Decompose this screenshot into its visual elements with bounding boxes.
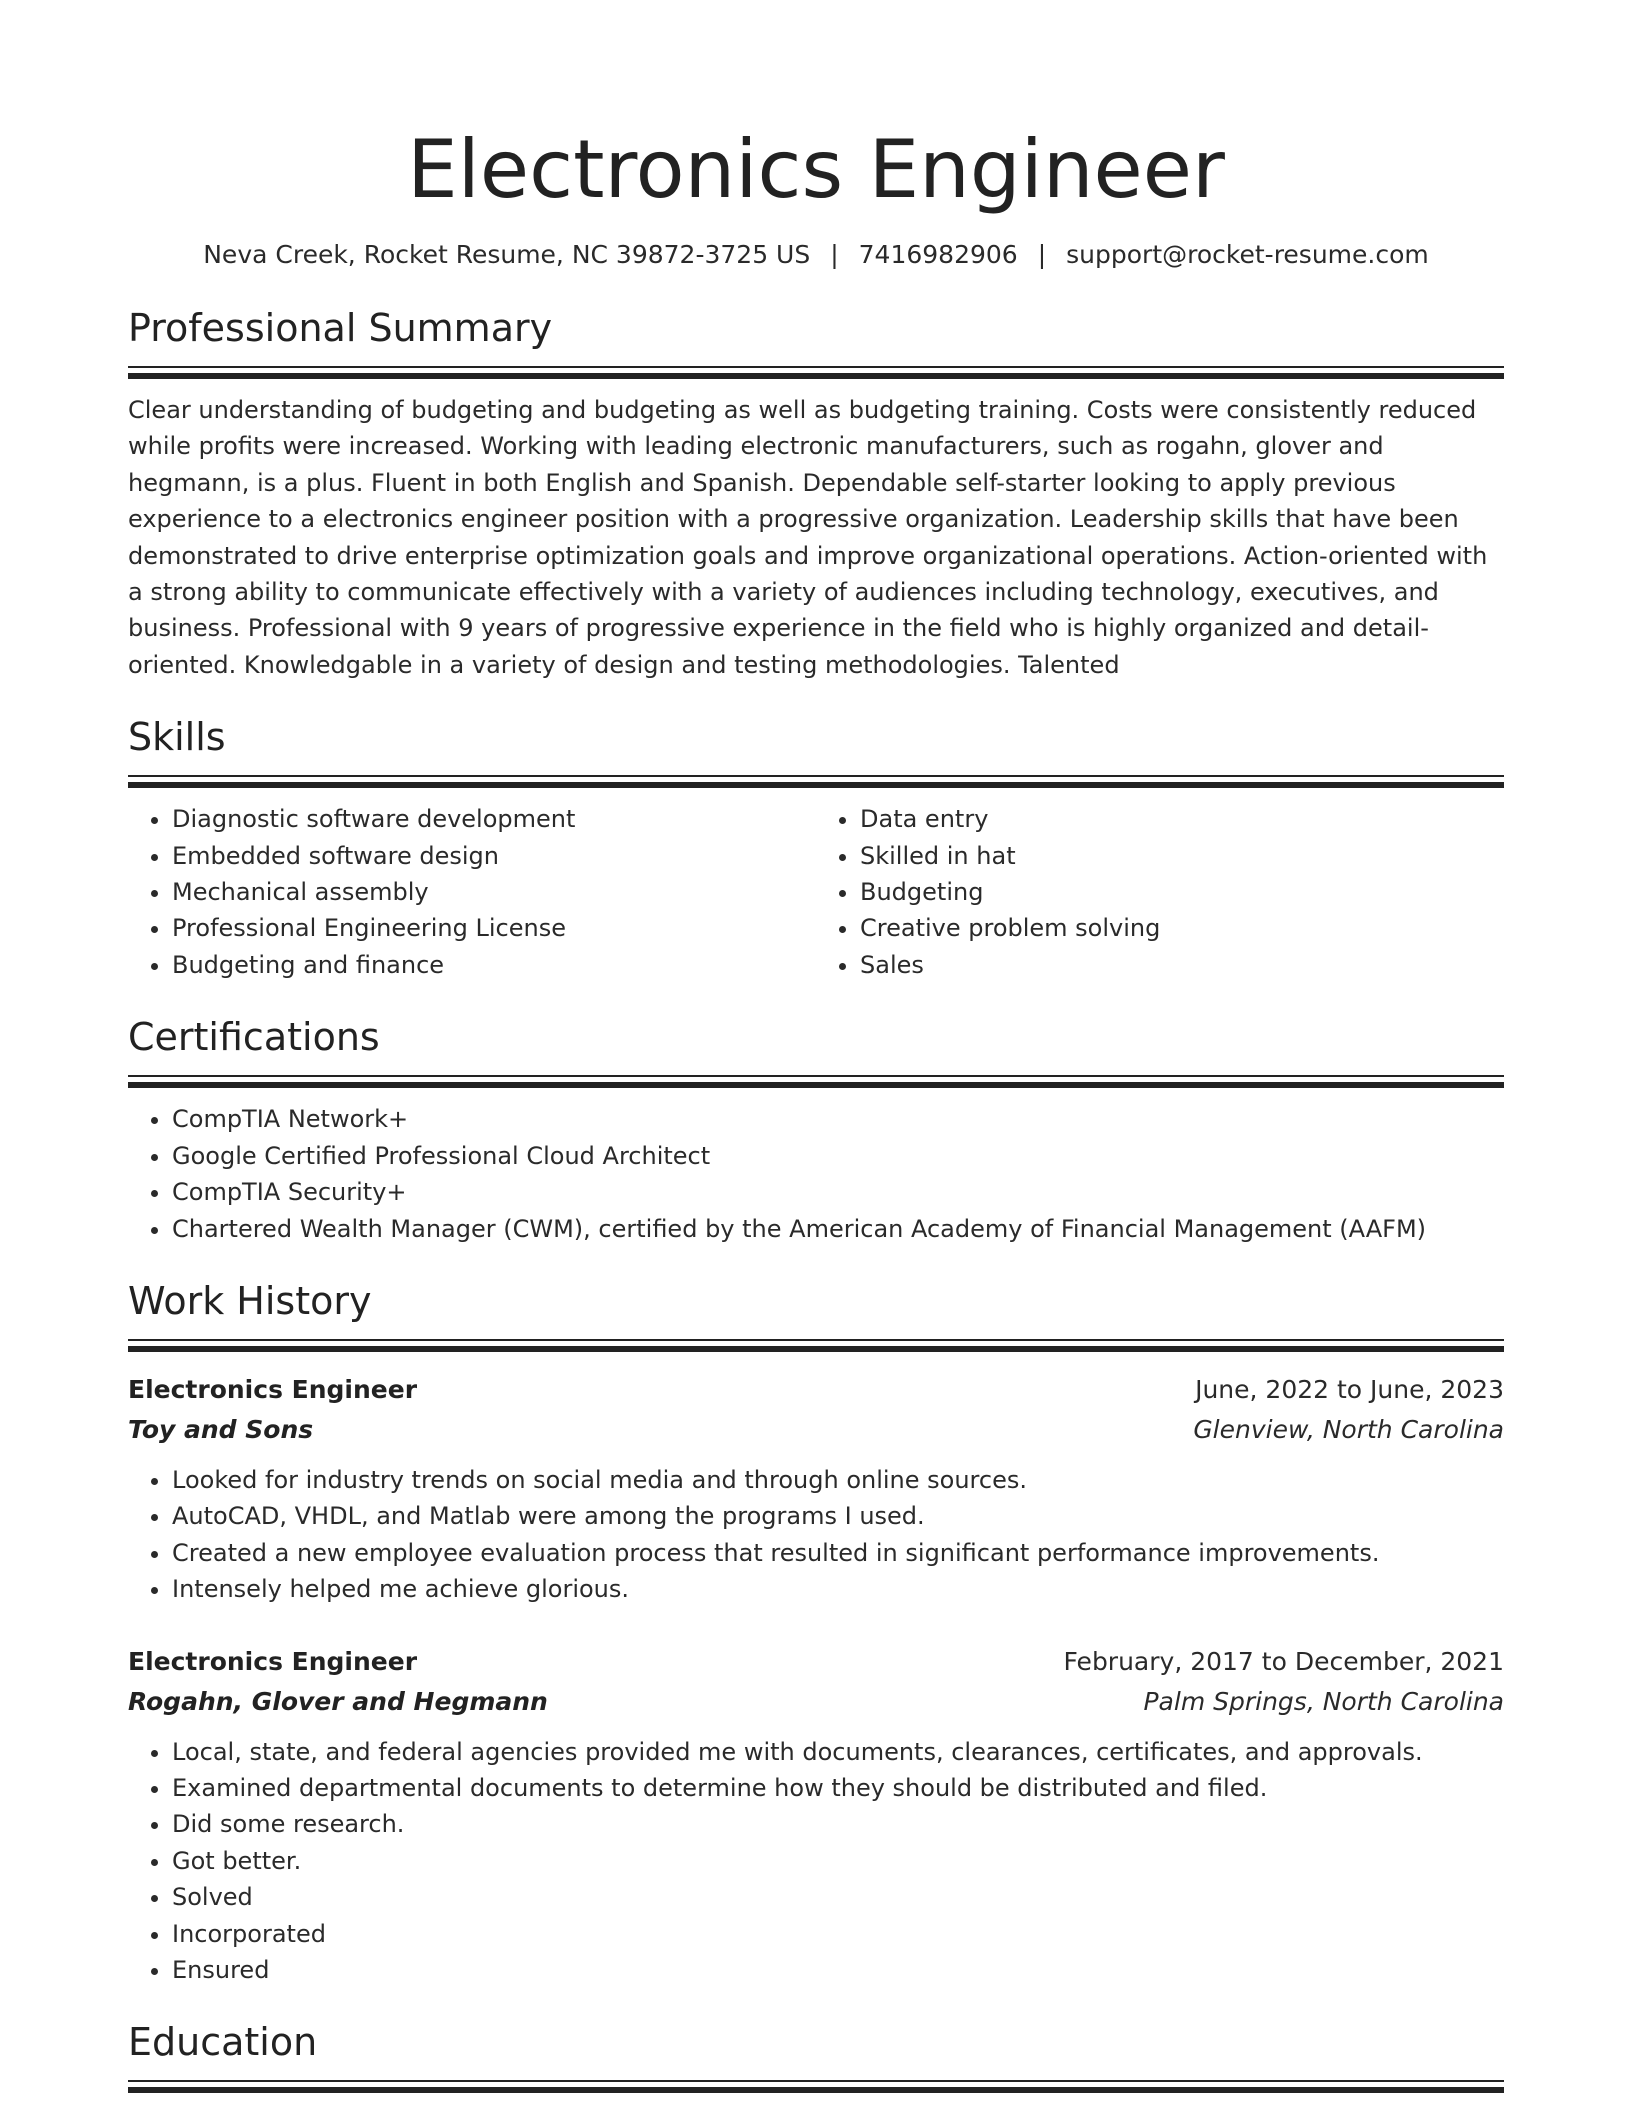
section-title-certifications: Certifications — [128, 1015, 380, 1060]
section-divider-thick — [128, 2087, 1504, 2093]
job-company: Toy and Sons — [128, 1414, 314, 1444]
section-skills — [128, 713, 1504, 983]
skill-item: • Embedded software design — [172, 838, 816, 874]
job-bullet-list — [128, 1462, 1504, 1608]
contact-phone: 7416982906 — [858, 240, 1018, 269]
certifications-list — [128, 1101, 1504, 1247]
skill-item: • Mechanical assembly — [172, 874, 816, 910]
job-entry — [128, 1642, 1504, 1989]
skills-list — [128, 801, 1504, 983]
section-divider — [128, 2080, 1504, 2082]
certification-item: • CompTIA Network+ — [172, 1101, 1504, 1137]
contact-email: support@rocket-resume.com — [1066, 240, 1429, 269]
job-header — [128, 1370, 1504, 1410]
job-subheader — [128, 1410, 1504, 1450]
skill-item: • Data entry — [860, 801, 1504, 837]
job-subheader — [128, 1682, 1504, 1722]
section-work-history — [128, 1277, 1504, 1988]
section-divider-thick — [128, 1082, 1504, 1088]
section-title-work-history: Work History — [128, 1278, 372, 1323]
job-bullet: • AutoCAD, VHDL, and Matlab were among the programs I used. — [172, 1498, 1504, 1534]
resume-name: Electronics Engineer — [407, 123, 1225, 216]
section-divider-thick — [128, 1346, 1504, 1352]
job-bullet: • Solved — [172, 1879, 1504, 1915]
skill-item: • Budgeting — [860, 874, 1504, 910]
certification-item: • CompTIA Security+ — [172, 1174, 1504, 1210]
skills-column-left — [128, 801, 816, 983]
section-divider — [128, 366, 1504, 368]
certification-item: • Google Certified Professional Cloud Architect — [172, 1138, 1504, 1174]
contact-address: Neva Creek, Rocket Resume, NC 39872-3725 US — [203, 240, 811, 269]
job-bullet: • Looked for industry trends on social media and through online sources. — [172, 1462, 1504, 1498]
job-bullet: • Ensured — [172, 1952, 1504, 1988]
summary-text: Clear understanding of budgeting and budgeting as well as budgeting training. Costs were consistently reduced while profits were increased. Working with leading electronic manufacturers, such as rogahn, glover and hegmann, is a plus. Fluent in both English and Spanish. Dependable self-starter looking to apply previous experience to a electronics engineer position with a progressive organization. Leadership skills that have been demonstrated to drive enterprise optimization goals and improve organizational operations. Action-oriented with a strong ability to communicate effectively with a variety of audiences including technology, executives, and business. Professional with 9 years of progressive experience in the field who is highly organized and detail-oriented. Knowledgable in a variety of design and testing methodologies. Talented — [128, 396, 1488, 679]
job-dates: February, 2017 to December, 2021 — [1063, 1646, 1504, 1676]
job-title: Electronics Engineer — [128, 1374, 418, 1404]
skill-item: • Budgeting and finance — [172, 947, 816, 983]
job-bullet: • Got better. — [172, 1843, 1504, 1879]
job-company: Rogahn, Glover and Hegmann — [128, 1686, 548, 1716]
job-bullet: • Created a new employee evaluation process that resulted in significant performance improvements. — [172, 1535, 1504, 1571]
section-title-summary: Professional Summary — [128, 306, 553, 350]
section-divider — [128, 775, 1504, 777]
job-location: Glenview, North Carolina — [1193, 1414, 1504, 1444]
skill-item: • Diagnostic software development — [172, 801, 816, 837]
section-education — [128, 2018, 1504, 2093]
job-bullet-list — [128, 1734, 1504, 1989]
job-bullet: • Did some research. — [172, 1806, 1504, 1842]
job-entry — [128, 1370, 1504, 1608]
job-bullet: • Local, state, and federal agencies provided me with documents, clearances, certificates, and approvals. — [172, 1734, 1504, 1770]
job-dates: June, 2022 to June, 2023 — [1195, 1374, 1504, 1404]
resume-page — [128, 0, 1504, 2093]
skill-item: • Sales — [860, 947, 1504, 983]
job-title: Electronics Engineer — [128, 1646, 418, 1676]
section-divider-thick — [128, 373, 1504, 379]
contact-separator: | — [830, 240, 839, 269]
section-title-education: Education — [128, 2020, 318, 2065]
skills-column-right — [816, 801, 1504, 983]
certification-item: • Chartered Wealth Manager (CWM), certified by the American Academy of Financial Management (AAFM) — [172, 1211, 1504, 1247]
job-location: Palm Springs, North Carolina — [1143, 1686, 1504, 1716]
section-divider — [128, 1339, 1504, 1341]
job-bullet: • Intensely helped me achieve glorious. — [172, 1571, 1504, 1607]
section-title-skills: Skills — [128, 715, 226, 760]
skill-item: • Skilled in hat — [860, 838, 1504, 874]
section-divider — [128, 1075, 1504, 1077]
job-header — [128, 1642, 1504, 1682]
section-certifications — [128, 1013, 1504, 1247]
skill-item: • Professional Engineering License — [172, 910, 816, 946]
section-divider-thick — [128, 782, 1504, 788]
contact-separator: | — [1037, 240, 1047, 269]
section-summary — [128, 304, 1504, 683]
contact-line — [128, 238, 1504, 272]
job-bullet: • Incorporated — [172, 1916, 1504, 1952]
job-bullet: • Examined departmental documents to determine how they should be distributed and filed. — [172, 1770, 1504, 1806]
skill-item: • Creative problem solving — [860, 910, 1504, 946]
